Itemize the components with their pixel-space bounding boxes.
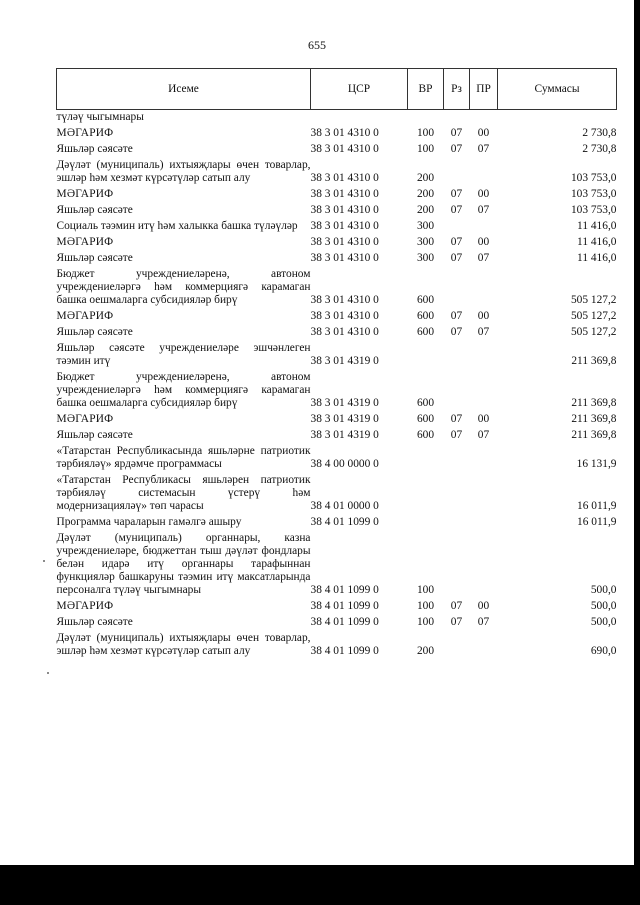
table-row [57,631,617,660]
row-sum: 16 011,9 [577,500,617,512]
row-csr: 38 3 01 4310 0 [310,310,379,322]
row-name: түләү чыгымнары [56,111,144,123]
table-row [57,158,617,187]
row-csr: 38 3 01 4310 0 [310,294,379,306]
row-sum: 11 416,0 [577,236,617,248]
row-sum: 505 127,2 [570,310,617,322]
row-vr: 200 [416,204,435,216]
row-pr [470,341,498,370]
row-rz [444,219,470,235]
row-rz [444,473,470,515]
row-sum: 690,0 [590,645,617,657]
table-row [57,341,617,370]
row-vr: 100 [416,616,435,628]
row-name: Программа чараларын гамәлгә ашыру [56,516,242,528]
row-rz [444,158,470,187]
row-csr: 38 4 01 0000 0 [310,500,379,512]
row-pr: 00 [477,188,490,200]
table-row [57,110,617,127]
row-csr: 38 4 01 1099 0 [310,645,379,657]
table-row [57,615,617,631]
row-sum: 211 369,8 [571,355,617,367]
row-name: МӘГАРИФ [56,127,114,139]
row-vr: 100 [416,127,435,139]
row-csr: 38 4 00 0000 0 [310,458,379,470]
row-vr: 600 [416,429,435,441]
row-csr: 38 3 01 4310 0 [310,326,379,338]
row-csr: 38 4 01 1099 0 [310,600,379,612]
row-name: Яшьләр сәясәте [56,204,133,216]
table-row [57,515,617,531]
row-sum: 505 127,2 [570,326,617,338]
row-rz: 07 [450,413,463,425]
row-vr: 600 [416,413,435,425]
row-csr: 38 4 01 1099 0 [310,516,379,528]
row-rz: 07 [450,236,463,248]
row-name: МӘГАРИФ [56,188,114,200]
budget-table [56,68,617,660]
row-sum: 11 416,0 [577,220,617,232]
row-rz [444,531,470,599]
row-rz [444,631,470,660]
row-csr: 38 3 01 4319 0 [310,413,379,425]
row-name: Яшьләр сәясәте [56,252,133,264]
row-vr: 600 [416,294,435,306]
table-row [57,309,617,325]
table-header-row [57,69,617,110]
row-sum: 211 369,8 [571,429,617,441]
row-pr [470,267,498,309]
row-vr [408,473,444,515]
row-rz: 07 [450,429,463,441]
row-vr: 300 [416,220,435,232]
row-sum: 2 730,8 [582,127,617,139]
row-pr [470,370,498,412]
row-pr: 07 [477,204,490,216]
row-sum: 103 753,0 [570,204,617,216]
row-csr: 38 3 01 4310 0 [310,172,379,184]
table-row [57,531,617,599]
row-csr: 38 4 01 1099 0 [310,584,379,596]
table-row [57,187,617,203]
row-vr [408,515,444,531]
row-rz: 07 [450,127,463,139]
table-row [57,219,617,235]
row-sum: 16 011,9 [577,516,617,528]
row-csr: 38 3 01 4310 0 [310,188,379,200]
table-row [57,126,617,142]
row-pr [470,158,498,187]
row-csr: 38 3 01 4319 0 [310,429,379,441]
row-pr: 07 [477,143,490,155]
row-sum: 103 753,0 [570,188,617,200]
row-rz [444,341,470,370]
row-vr: 600 [416,326,435,338]
row-pr: 00 [477,413,490,425]
row-csr: 38 4 01 1099 0 [310,616,379,628]
scan-speck [47,672,49,674]
row-csr: 38 3 01 4310 0 [310,220,379,232]
row-vr [408,444,444,473]
header-vr: ВР [408,69,444,110]
row-rz: 07 [450,252,463,264]
row-sum: 211 369,8 [571,413,617,425]
row-csr: 38 3 01 4310 0 [310,127,379,139]
row-vr: 100 [416,600,435,612]
row-rz: 07 [450,616,463,628]
row-csr: 38 3 01 4319 0 [310,397,379,409]
row-vr: 100 [416,143,435,155]
table-row [57,251,617,267]
row-name: МӘГАРИФ [56,413,114,425]
header-name: Исеме [57,69,311,110]
row-vr [408,341,444,370]
row-sum: 11 416,0 [577,252,617,264]
row-name: Бюджет учреждениеләренә, автоном учреждениеләргә һәм коммерциягә карамаган башка оешмаларга субсидияләр бирү [56,268,311,306]
row-name: Дәүләт (муниципаль) ихтыяҗлары өчен товарлар, эшләр һәм хезмәт күрсәтүләр сатып алу [56,632,311,657]
row-sum [498,110,617,127]
row-name: Яшьләр сәясәте [56,143,133,155]
row-pr: 00 [477,236,490,248]
row-name: Яшьләр сәясәте [56,616,133,628]
row-pr [470,631,498,660]
row-sum: 211 369,8 [571,397,617,409]
row-sum: 2 730,8 [582,143,617,155]
row-csr: 38 3 01 4310 0 [310,204,379,216]
row-rz: 07 [450,188,463,200]
table-row [57,444,617,473]
row-sum: 505 127,2 [570,294,617,306]
row-pr [470,531,498,599]
row-vr: 100 [416,584,435,596]
row-name: «Татарстан Республикасында яшьләрне патриотик тәрбияләү» ярдәмче программасы [56,445,311,470]
row-name: «Татарстан Республикасы яшьләрен патриотик тәрбияләү системасын үстерү һәм модернизацияләү» төп чарасы [56,474,311,512]
row-rz [444,370,470,412]
table-row [57,473,617,515]
row-csr: 38 3 01 4310 0 [310,252,379,264]
table-row [57,428,617,444]
row-name: Дәүләт (муниципаль) органнары, казна учреждениеләре, бюджеттан тыш дәүләт фондлары белән идарә итү органнары тарафыннан функцияләр башкаруны тәэмин итү максатларында персоналга түләү чыгымнары [56,532,311,596]
row-sum: 500,0 [590,600,617,612]
page-number: 655 [308,38,326,52]
row-pr: 07 [477,252,490,264]
row-pr [470,444,498,473]
row-name: МӘГАРИФ [56,310,114,322]
row-pr: 07 [477,326,490,338]
row-name: МӘГАРИФ [56,236,114,248]
table-row [57,599,617,615]
row-rz: 07 [450,310,463,322]
row-pr: 00 [477,310,490,322]
row-csr: 38 3 01 4319 0 [310,355,379,367]
row-rz: 07 [450,326,463,338]
row-name: Бюджет учреждениеләренә, автоном учреждениеләргә һәм коммерциягә карамаган башка оешмаларга субсидияләр бирү [56,371,311,409]
table-row [57,267,617,309]
scan-border [0,865,640,905]
row-sum: 103 753,0 [570,172,617,184]
row-csr: 38 3 01 4310 0 [310,236,379,248]
row-name: Яшьләр сәясәте учреждениеләре эшчәнлеген тәэмин итү [56,342,311,367]
row-rz: 07 [450,143,463,155]
row-rz: 07 [450,204,463,216]
row-name: Яшьләр сәясәте [56,326,133,338]
row-pr [470,219,498,235]
row-vr: 200 [416,188,435,200]
header-sum: Суммасы [498,69,617,110]
row-rz [444,515,470,531]
row-pr [470,473,498,515]
row-rz [444,267,470,309]
row-csr [311,110,408,127]
header-pr: ПР [470,69,498,110]
row-pr: 00 [477,600,490,612]
table-row [57,142,617,158]
row-vr: 200 [416,645,435,657]
table-row [57,370,617,412]
header-csr: ЦСР [311,69,408,110]
table-row [57,235,617,251]
row-csr: 38 3 01 4310 0 [310,143,379,155]
row-pr: 07 [477,429,490,441]
row-name: МӘГАРИФ [56,600,114,612]
row-rz [444,444,470,473]
row-vr: 600 [416,310,435,322]
row-vr: 200 [416,172,435,184]
row-name: Яшьләр сәясәте [56,429,133,441]
row-pr [470,110,498,127]
row-vr: 300 [416,236,435,248]
row-name: Дәүләт (муниципаль) ихтыяҗлары өчен товарлар, эшләр һәм хезмәт күрсәтүләр сатып алу [56,159,311,184]
row-sum: 500,0 [590,584,617,596]
row-pr: 00 [477,127,490,139]
row-vr: 300 [416,252,435,264]
table-row [57,412,617,428]
row-pr [470,515,498,531]
table-row [57,325,617,341]
row-pr: 07 [477,616,490,628]
row-sum: 16 131,9 [576,458,617,470]
scan-speck [43,560,45,562]
row-vr [408,110,444,127]
row-vr: 600 [416,397,435,409]
row-name: Социаль тәэмин итү һәм халыкка башка түләүләр [56,220,298,232]
row-sum: 500,0 [590,616,617,628]
table-row [57,203,617,219]
header-rz: Рз [444,69,470,110]
row-rz: 07 [450,600,463,612]
row-rz [444,110,470,127]
